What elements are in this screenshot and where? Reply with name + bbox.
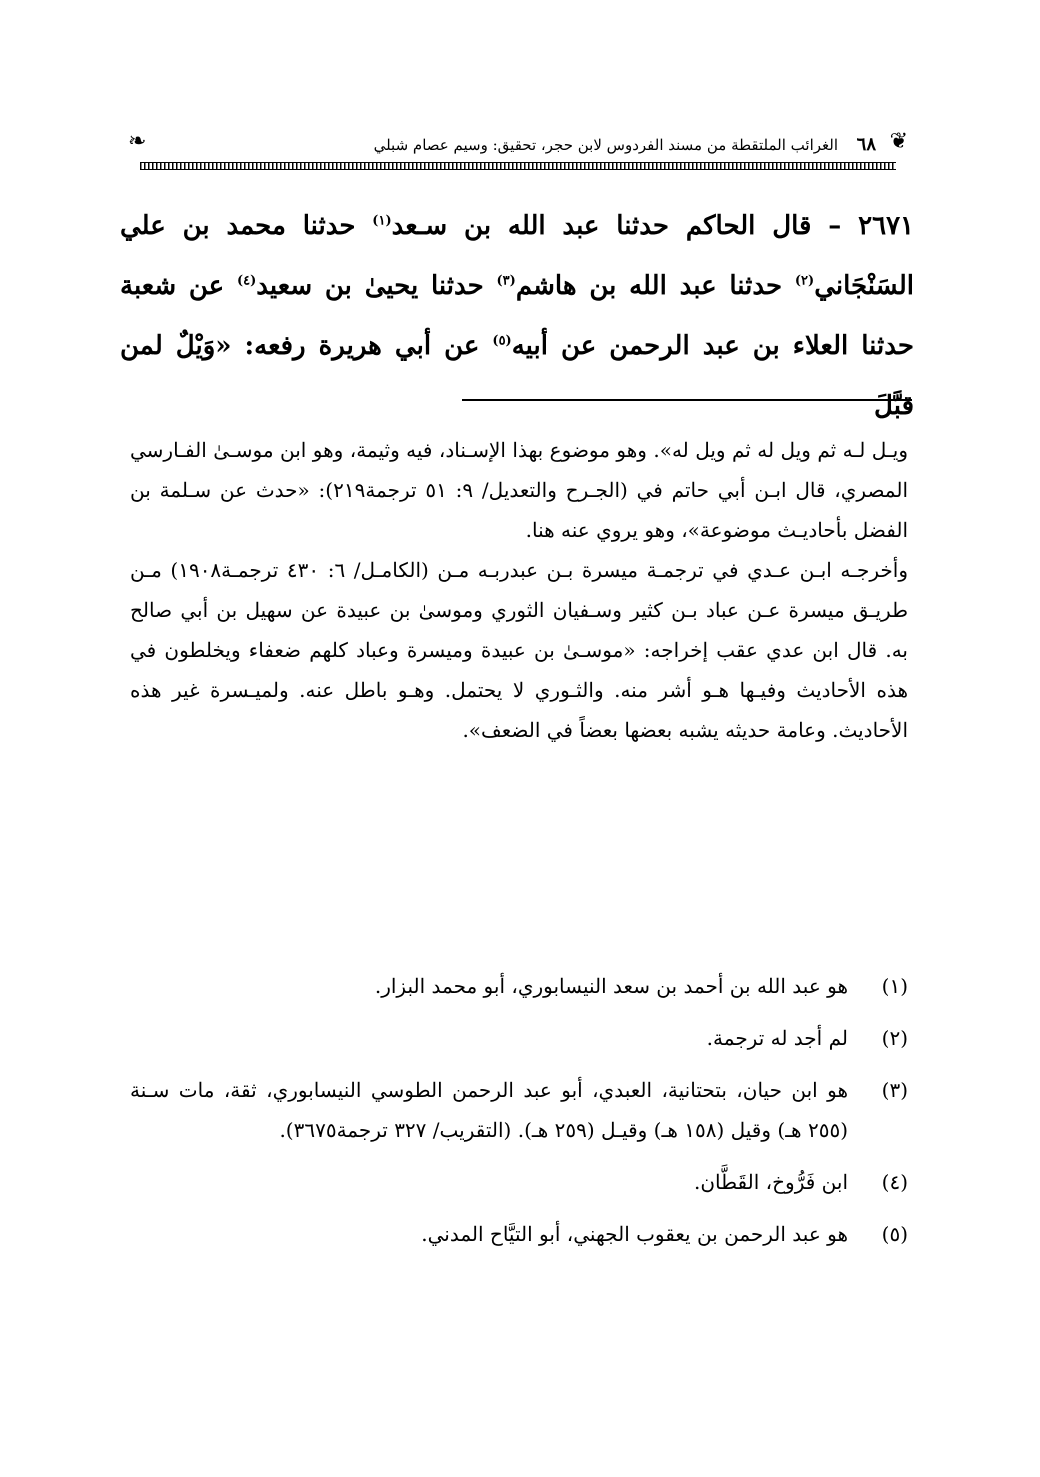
ornament-icon: ❦ (889, 129, 908, 154)
header-rule (140, 162, 896, 170)
footnote-text: ابن فَرُّوخ، القَطَّان. (694, 1170, 848, 1194)
footnote-ref: (١) (372, 213, 392, 229)
hadith-segment: عن شعبة حدثنا العلاء بن عبد الرحمن عن أبيه (120, 271, 914, 361)
footnote-number: (٤) (881, 1170, 908, 1194)
commentary (130, 430, 908, 750)
page-header (128, 130, 908, 174)
footnote-text: لم أجد له ترجمة. (706, 1026, 848, 1050)
hadith-number: ٢٦٧١ (858, 211, 914, 241)
footnote-separator (462, 399, 912, 401)
footnote (130, 1070, 908, 1150)
commentary-paragraph: ويـل لـه ثم ويل له ثم ويل له». وهو موضوع بهذا الإسـناد، فيه وثيمة، وهو ابن موسـىٰ الفـارسي المصري، قال ابـن أبي حاتم في (الجـرح والتعديل/ ٩: ٥١ ترجمة٢١٩): «حدث عن سـلمة بن الفضل بأحاديـث موضوعة»، وهو يروي عنه هنا. (130, 438, 908, 542)
footnote-number: (١) (881, 974, 908, 998)
ornament-icon: ❧ (128, 129, 147, 154)
commentary-paragraph: وأخرجـه ابـن عـدي في ترجمـة ميسرة بـن عبدربـه مـن (الكامـل/ ٦: ٤٣٠ ترجمـة١٩٠٨) مـن طريـق ميسرة عـن عباد بـن كثير وسـفيان الثوري وموسىٰ بن عبيدة عن سهيل بن أبي صالح به. قال ابن عدي عقب إخراجه: «موسـىٰ بن عبيدة وميسرة وعباد كلهم ضعفاء ويخلطون في هذه الأحاديث وفيـها هـو أشر منه. والثـوري لا يحتمل. وهـو باطل عنه. ولميـسرة غير هذه الأحاديث. وعامة حديثه يشبه بعضها بعضاً في الضعف». (130, 558, 908, 742)
footnote-ref: (٥) (492, 333, 512, 349)
hadith-segment: عن أبي هريرة رفعه: «وَيْلٌ لمن قبَّلَ (120, 331, 914, 421)
footnote-number: (٣) (881, 1078, 908, 1102)
footnote-ref: (٣) (496, 273, 516, 289)
footnote-text: هو عبد الله بن أحمد بن سعد النيسابوري، أبو محمد البزار. (374, 974, 848, 998)
footnote-text: هو ابن حيان، بتحتانية، العبدي، أبو عبد الرحمن الطوسي النيسابوري، ثقة، مات سـنة (٢٥٥ هـ) وقيل (١٥٨ هـ) وقيـل (٢٥٩ هـ). (التقريب/ ٣٢٧ ترجمة٣٦٧٥). (130, 1078, 848, 1142)
hadith-segment: حدثنا محمد بن علي السَنْجَاني (120, 211, 914, 301)
footnote (130, 966, 908, 1006)
footnote-ref: (٢) (794, 273, 815, 289)
footnote (130, 1162, 908, 1202)
page-number: ٦٨ (856, 134, 876, 155)
hadith-segment: – قال الحاكم حدثنا عبد الله بن سـعد (391, 211, 859, 241)
hadith-segment: حدثنا يحيىٰ بن سعيد (256, 271, 497, 301)
footnote (130, 1214, 908, 1254)
running-header-title: الغرائب الملتقطة من مسند الفردوس لابن حجر، تحقيق: وسيم عصام شبلي (373, 136, 838, 154)
footnote-number: (٥) (881, 1222, 908, 1246)
footnote-text: هو عبد الرحمن بن يعقوب الجهني، أبو التيَّاح المدني. (421, 1222, 848, 1246)
footnote (130, 1018, 908, 1058)
footnote-ref: (٤) (236, 273, 257, 289)
footnotes (130, 966, 908, 1266)
hadith-segment: حدثنا عبد الله بن هاشم (515, 271, 795, 301)
footnote-number: (٢) (881, 1026, 908, 1050)
